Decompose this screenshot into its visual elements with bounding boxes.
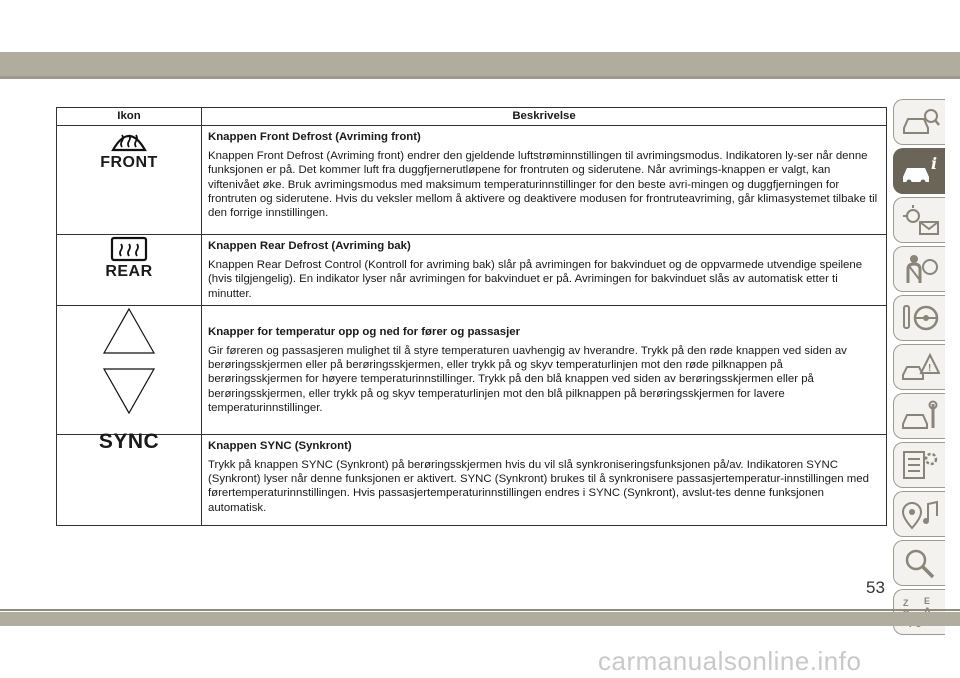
tab-warning-lights[interactable]: [893, 197, 945, 243]
footer-bar: [0, 612, 960, 626]
front-defrost-icon: [109, 126, 149, 154]
row-title: Knappen SYNC (Synkront): [208, 439, 352, 452]
steering-wheel-key-icon: [900, 302, 940, 334]
row-text: Knappen Rear Defrost Control (Kontroll for avriming bak) slår på avrimingen for bakvinduet og de oppvarmede utvendige speilene (hvis tilgjengelig). En indikator lyser når avrimingen for bakvinduet er på. Avrimingen for bakvinduet slås av automatisk etter ti minutter.: [208, 259, 863, 300]
emergency-triangle-car-icon: [900, 351, 940, 383]
footer-line: [0, 609, 960, 611]
table-row: [57, 434, 887, 525]
tab-technical[interactable]: [893, 442, 945, 488]
svg-text:Z: Z: [902, 598, 908, 608]
tab-emergency[interactable]: [893, 344, 945, 390]
table-row: [57, 235, 887, 306]
tab-starting-driving[interactable]: [893, 295, 945, 341]
tab-multimedia[interactable]: [893, 491, 945, 537]
car-wrench-icon: [900, 400, 940, 432]
row-title: Knappen Front Defrost (Avriming front): [208, 131, 421, 143]
header-icon: Ikon: [57, 108, 202, 126]
icon-cell: [57, 429, 202, 525]
page-number: 53: [866, 578, 885, 597]
tab-car-info[interactable]: [893, 148, 945, 194]
row-text: Knappen Front Defrost (Avriming front) endrer den gjeldende luftstrøminnstillingen til avrimingsmodus. Indikatoren ly-ser når denne funksjonen er på. Det kommer luft fra duggfjernerutløpene for frontruten og siderutene. Når avrimings-knappen er valgt, kan viftenivået øke. Bruk avrimingsmodus med maksimum temperaturinnstillinger for den beste avri-mingen og duggfjerningen for frontruten og siderutene. Hvis du veksler mellom å aktivere og deaktivere modusen for frontruteavriming, går klimasystemet tilbake til den forrige innstillingen.: [208, 150, 878, 220]
watermark: carmanualsonline.info: [598, 646, 862, 676]
description-cell: [202, 235, 887, 306]
description-cell: [202, 126, 887, 235]
header-description: Beskrivelse: [202, 108, 887, 126]
music-location-icon: [900, 498, 940, 530]
car-info-icon: [900, 155, 940, 187]
header-bar-line: [0, 76, 960, 79]
temperature-up-down-icon: [57, 306, 201, 416]
row-title: Knappen Rear Defrost (Avriming bak): [208, 240, 411, 252]
tab-safety[interactable]: [893, 246, 945, 292]
icon-cell: [57, 305, 202, 434]
list-gear-icon: [900, 449, 940, 481]
triangle-down-icon: [101, 366, 157, 416]
description-cell: [202, 434, 887, 525]
table-row: [57, 305, 887, 434]
row-title: Knapper for temperatur opp og ned for fører og passasjer: [208, 325, 521, 338]
seatbelt-airbag-icon: [900, 253, 940, 285]
rear-label: REAR: [105, 263, 153, 280]
front-label: FRONT: [100, 154, 158, 171]
header-bar: [0, 52, 960, 76]
icon-cell: [57, 235, 202, 306]
controls-table: [56, 107, 887, 526]
table-row: [57, 126, 887, 235]
warning-light-mail-icon: [900, 204, 940, 236]
row-text: Trykk på knappen SYNC (Synkront) på berøringsskjermen hvis du vil slå synkroniseringsfunksjonen på/av. Indikatoren SYNC (Synkront) lyser når denne funksjonen er aktivert. SYNC (Synkront) brukes til å synkronisere passasjertemperatur-innstillingen med førertemperaturinnstillingen. Hvis passasjertemperaturinnstillingen endres i SYNC (Synkront), avslut-tes denne funksjonen automatisk.: [208, 459, 869, 514]
icon-cell: [57, 126, 202, 235]
svg-text:!: !: [927, 363, 931, 374]
magnifier-icon: [900, 547, 940, 579]
svg-text:i: i: [930, 155, 937, 173]
top-margin: [0, 0, 960, 52]
row-text: Gir føreren og passasjeren mulighet til å styre temperaturen uavhengig av hverandre. Trykk på den røde knappen ved siden av berøringsskjermen eller på berøringsskjermen, eller trykk på og skyv temperaturlinjen mot den røde pilknappen på berøringsskjermen for høyere temperaturinnstillinger. Trykk på den blå knappen ved siden av berøringsskjermen eller på berøringsskjermen, eller trykk på og skyv temperaturlinjen mot den blå pilknappen på berøringsskjermen for lavere temperaturinnstillinger.: [208, 344, 847, 414]
svg-text:E: E: [923, 596, 930, 606]
car-search-icon: [900, 106, 940, 138]
tab-car-search[interactable]: [893, 99, 945, 145]
description-cell: [202, 305, 887, 434]
tab-search[interactable]: [893, 540, 945, 586]
sync-icon: SYNC: [98, 429, 160, 453]
rear-defrost-icon: [109, 235, 149, 263]
chapter-tabs: [893, 99, 946, 638]
table-header-row: [57, 108, 887, 126]
triangle-up-icon: [101, 306, 157, 356]
tab-servicing[interactable]: [893, 393, 945, 439]
